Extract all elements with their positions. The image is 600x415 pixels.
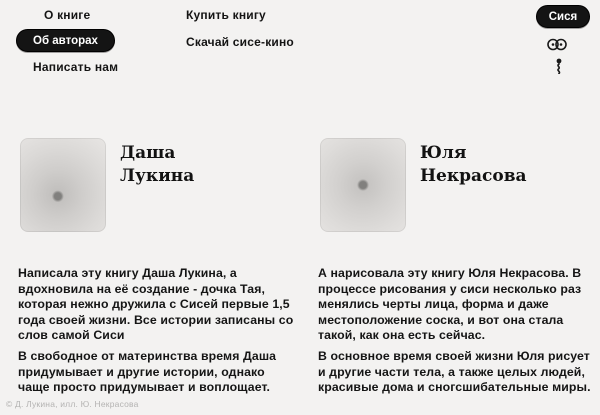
figure-icon[interactable] <box>548 57 570 75</box>
footer-credit: © Д. Лукина, илл. Ю. Некрасова <box>6 399 139 409</box>
bio-yulya-paragraph-1: А нарисовала эту книгу Юля Некрасова. В процессе рисования у сиси несколько раз менялись черты лица, форма и даже местоположение соска, и вот она стала такой, как она есть сейчас. <box>318 266 582 343</box>
author-photo-dasha <box>20 138 106 232</box>
nav-link-buy-book[interactable]: Купить книгу <box>186 8 266 22</box>
bio-yulya-paragraph-2: В основное время своей жизни Юля рисует и другие части тела, а также целых людей, красивые дома и сногсшибательные миры. <box>318 349 591 395</box>
nav-link-about-book[interactable]: О книге <box>44 8 91 22</box>
bio-dasha-paragraph-2: В свободное от материнства время Даша придумывает и другие истории, однако чаще просто придумывает и воплощает. <box>18 349 277 395</box>
author-last-name: Некрасова <box>420 166 527 186</box>
author-photo-yulya <box>320 138 406 232</box>
author-name-yulya <box>420 142 527 188</box>
logo-pill-button[interactable]: Сися <box>536 5 590 28</box>
author-name-dasha <box>120 142 194 188</box>
circles-icon[interactable] <box>546 35 568 53</box>
nav-link-sise-movie[interactable]: Скачай сисе-кино <box>186 35 294 49</box>
nav-link-write-us[interactable]: Написать нам <box>33 60 119 74</box>
author-first-name: Юля <box>420 143 467 163</box>
author-first-name: Даша <box>120 143 176 163</box>
nav-pill-authors-active[interactable]: Об авторах <box>16 29 115 52</box>
author-last-name: Лукина <box>120 166 195 186</box>
bio-dasha-paragraph-1: Написала эту книгу Даша Лукина, а вдохновила на её создание - дочка Тая, которая нежно дружила с Сисей первые 1,5 года своей жизни. Все истории записаны со слов самой Сиси <box>18 266 294 343</box>
